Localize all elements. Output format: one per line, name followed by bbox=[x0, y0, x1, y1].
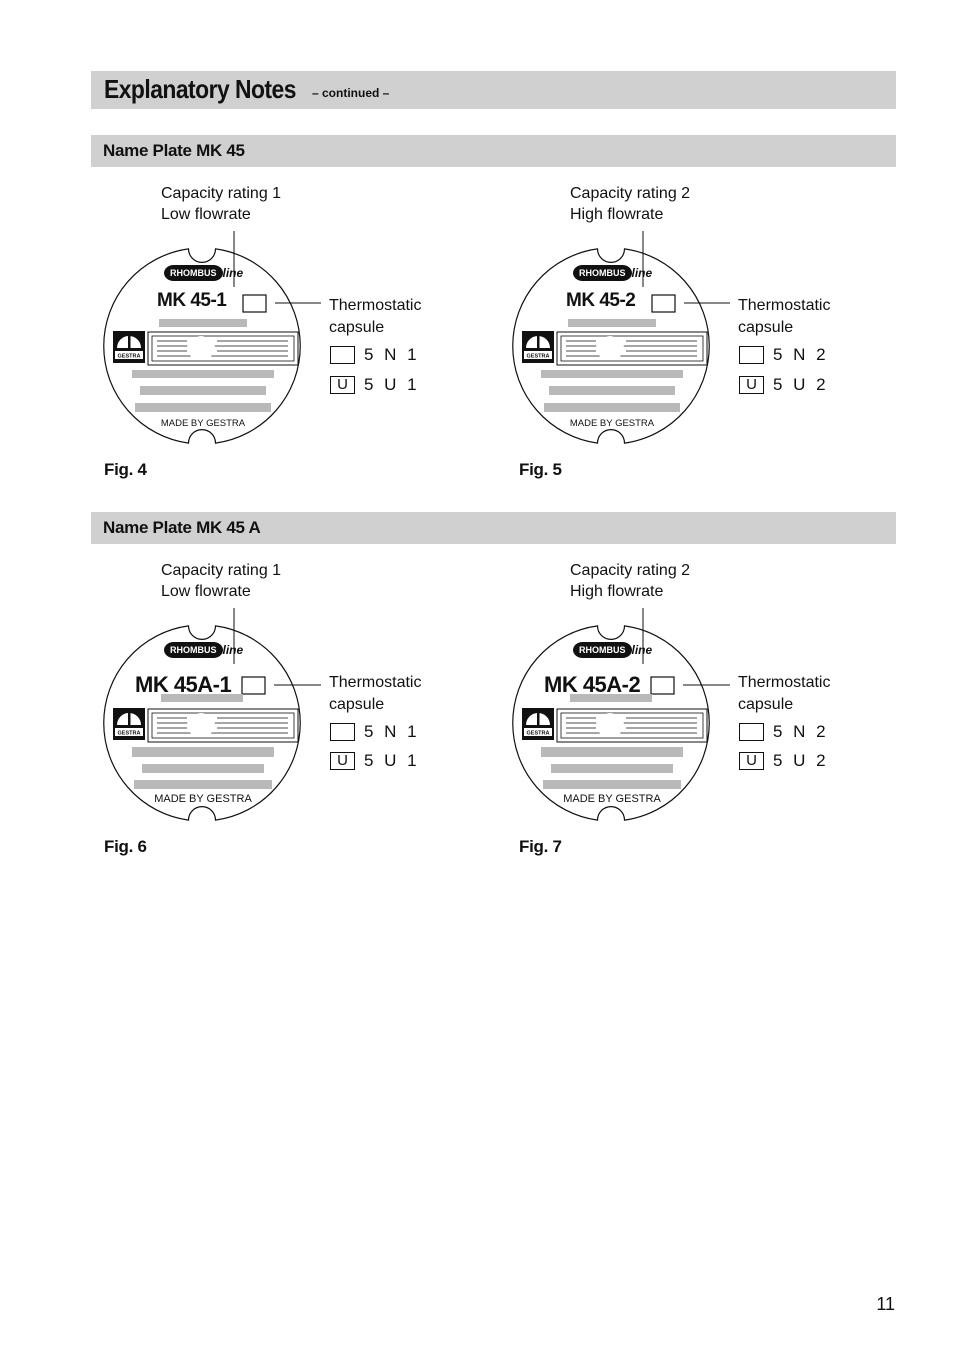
flowrate-line: High flowrate bbox=[570, 583, 664, 600]
gestra-emblem-text: GESTRA bbox=[526, 730, 550, 737]
placeholder-bar bbox=[568, 319, 656, 327]
model-designation: MK 45A-2 bbox=[544, 672, 641, 697]
thermostatic-line: Thermostatic bbox=[738, 674, 831, 691]
made-by-gestra: MADE BY GESTRA bbox=[569, 418, 655, 429]
section-header-mk45a bbox=[91, 512, 896, 544]
gestra-emblem-mast bbox=[537, 711, 540, 725]
gestra-emblem-mast bbox=[537, 334, 540, 348]
info-panel bbox=[148, 332, 298, 365]
capsule-line: capsule bbox=[738, 696, 794, 713]
capacity-rating-line: Capacity rating 2 bbox=[570, 562, 691, 579]
model-designation: MK 45A-1 bbox=[135, 672, 232, 697]
capacity-rating-label bbox=[161, 183, 281, 225]
option-code: 5 U 2 bbox=[773, 751, 829, 770]
thermostatic-capsule-label bbox=[738, 672, 830, 716]
rhombusline-logo bbox=[573, 264, 652, 286]
placeholder-bar bbox=[543, 780, 681, 789]
figure-label: Fig. 4 bbox=[104, 460, 147, 479]
gestra-emblem-text: GESTRA bbox=[526, 353, 550, 360]
placeholder-bar bbox=[159, 319, 247, 327]
capsule-line: capsule bbox=[329, 696, 385, 713]
option-code: 5 N 1 bbox=[364, 345, 420, 364]
option-code: 5 U 1 bbox=[364, 375, 420, 394]
page-number: 11 bbox=[876, 1294, 895, 1314]
flowrate-line: High flowrate bbox=[570, 206, 664, 223]
panel-gap bbox=[596, 336, 624, 360]
option-box: U bbox=[330, 376, 355, 394]
name-plate-figure-5 bbox=[500, 183, 830, 453]
rhombus-logo-text: RHOMBUS bbox=[164, 265, 223, 281]
capsule-field-box bbox=[242, 677, 265, 694]
thermostatic-capsule-label bbox=[329, 672, 421, 716]
option-code: 5 U 1 bbox=[364, 751, 420, 770]
panel-gap bbox=[187, 336, 215, 360]
section-title: Name Plate MK 45 bbox=[103, 141, 245, 160]
info-panel bbox=[557, 709, 707, 742]
model-designation: MK 45-1 bbox=[157, 290, 227, 311]
line-logo-text: line bbox=[631, 642, 653, 657]
made-by-gestra: MADE BY GESTRA bbox=[563, 793, 661, 805]
capacity-rating-label bbox=[570, 183, 690, 225]
capacity-rating-label bbox=[161, 560, 281, 602]
rhombusline-logo bbox=[573, 641, 652, 663]
flowrate-line: Low flowrate bbox=[161, 583, 251, 600]
option-code: 5 N 2 bbox=[773, 345, 829, 364]
option-box bbox=[330, 346, 355, 364]
gestra-emblem-mast bbox=[128, 711, 131, 725]
rhombusline-logo bbox=[164, 641, 243, 663]
info-panel bbox=[148, 709, 298, 742]
capsule-field-box bbox=[652, 295, 675, 312]
gestra-emblem-text: GESTRA bbox=[117, 353, 141, 360]
option-code: 5 N 2 bbox=[773, 722, 829, 741]
panel-gap bbox=[596, 713, 624, 737]
placeholder-bar bbox=[142, 764, 264, 773]
line-logo-text: line bbox=[222, 265, 244, 280]
name-plate-figure-6 bbox=[91, 560, 421, 830]
placeholder-bar bbox=[140, 386, 266, 395]
option-box bbox=[739, 346, 764, 364]
placeholder-bar bbox=[132, 370, 274, 378]
section-header-mk45 bbox=[91, 135, 896, 167]
line-logo-text: line bbox=[631, 265, 653, 280]
flowrate-line: Low flowrate bbox=[161, 206, 251, 223]
page-subtitle: – continued – bbox=[312, 86, 390, 100]
option-code: 5 N 1 bbox=[364, 722, 420, 741]
capsule-line: capsule bbox=[329, 319, 385, 336]
capacity-rating-line: Capacity rating 1 bbox=[161, 562, 282, 579]
page-header bbox=[91, 71, 896, 109]
placeholder-bar bbox=[132, 747, 274, 757]
thermostatic-capsule-label bbox=[329, 295, 421, 339]
capsule-line: capsule bbox=[738, 319, 794, 336]
placeholder-bar bbox=[549, 386, 675, 395]
thermostatic-line: Thermostatic bbox=[329, 674, 422, 691]
placeholder-bar bbox=[541, 747, 683, 757]
gestra-emblem-mast bbox=[128, 334, 131, 348]
thermostatic-capsule-label bbox=[738, 295, 830, 339]
placeholder-bar bbox=[544, 403, 680, 412]
name-plate-figure-7 bbox=[500, 560, 830, 830]
placeholder-bar bbox=[551, 764, 673, 773]
capacity-rating-line: Capacity rating 2 bbox=[570, 185, 691, 202]
rhombus-logo-text: RHOMBUS bbox=[164, 642, 223, 658]
option-box: U bbox=[739, 376, 764, 394]
option-box: U bbox=[330, 752, 355, 770]
made-by-gestra: MADE BY GESTRA bbox=[154, 793, 252, 805]
rhombus-logo-text: RHOMBUS bbox=[573, 265, 632, 281]
capacity-rating-label bbox=[570, 560, 690, 602]
model-designation: MK 45-2 bbox=[566, 290, 636, 311]
thermostatic-line: Thermostatic bbox=[738, 297, 831, 314]
option-code: 5 U 2 bbox=[773, 375, 829, 394]
gestra-emblem-text: GESTRA bbox=[117, 730, 141, 737]
line-logo-text: line bbox=[222, 642, 244, 657]
panel-gap bbox=[187, 713, 215, 737]
option-box bbox=[330, 723, 355, 741]
section-title: Name Plate MK 45 A bbox=[103, 518, 261, 537]
rhombusline-logo bbox=[164, 264, 243, 286]
option-box: U bbox=[739, 752, 764, 770]
figure-label: Fig. 7 bbox=[519, 837, 562, 856]
thermostatic-line: Thermostatic bbox=[329, 297, 422, 314]
info-panel bbox=[557, 332, 707, 365]
placeholder-bar bbox=[135, 403, 271, 412]
option-box bbox=[739, 723, 764, 741]
placeholder-bar bbox=[134, 780, 272, 789]
figure-label: Fig. 5 bbox=[519, 460, 562, 479]
placeholder-bar bbox=[541, 370, 683, 378]
rhombus-logo-text: RHOMBUS bbox=[573, 642, 632, 658]
capacity-rating-line: Capacity rating 1 bbox=[161, 185, 282, 202]
made-by-gestra: MADE BY GESTRA bbox=[160, 418, 246, 429]
name-plate-figure-4 bbox=[91, 183, 421, 453]
capsule-field-box bbox=[243, 295, 266, 312]
capsule-field-box bbox=[651, 677, 674, 694]
page-title: Explanatory Notes bbox=[104, 74, 296, 104]
figure-label: Fig. 6 bbox=[104, 837, 147, 856]
